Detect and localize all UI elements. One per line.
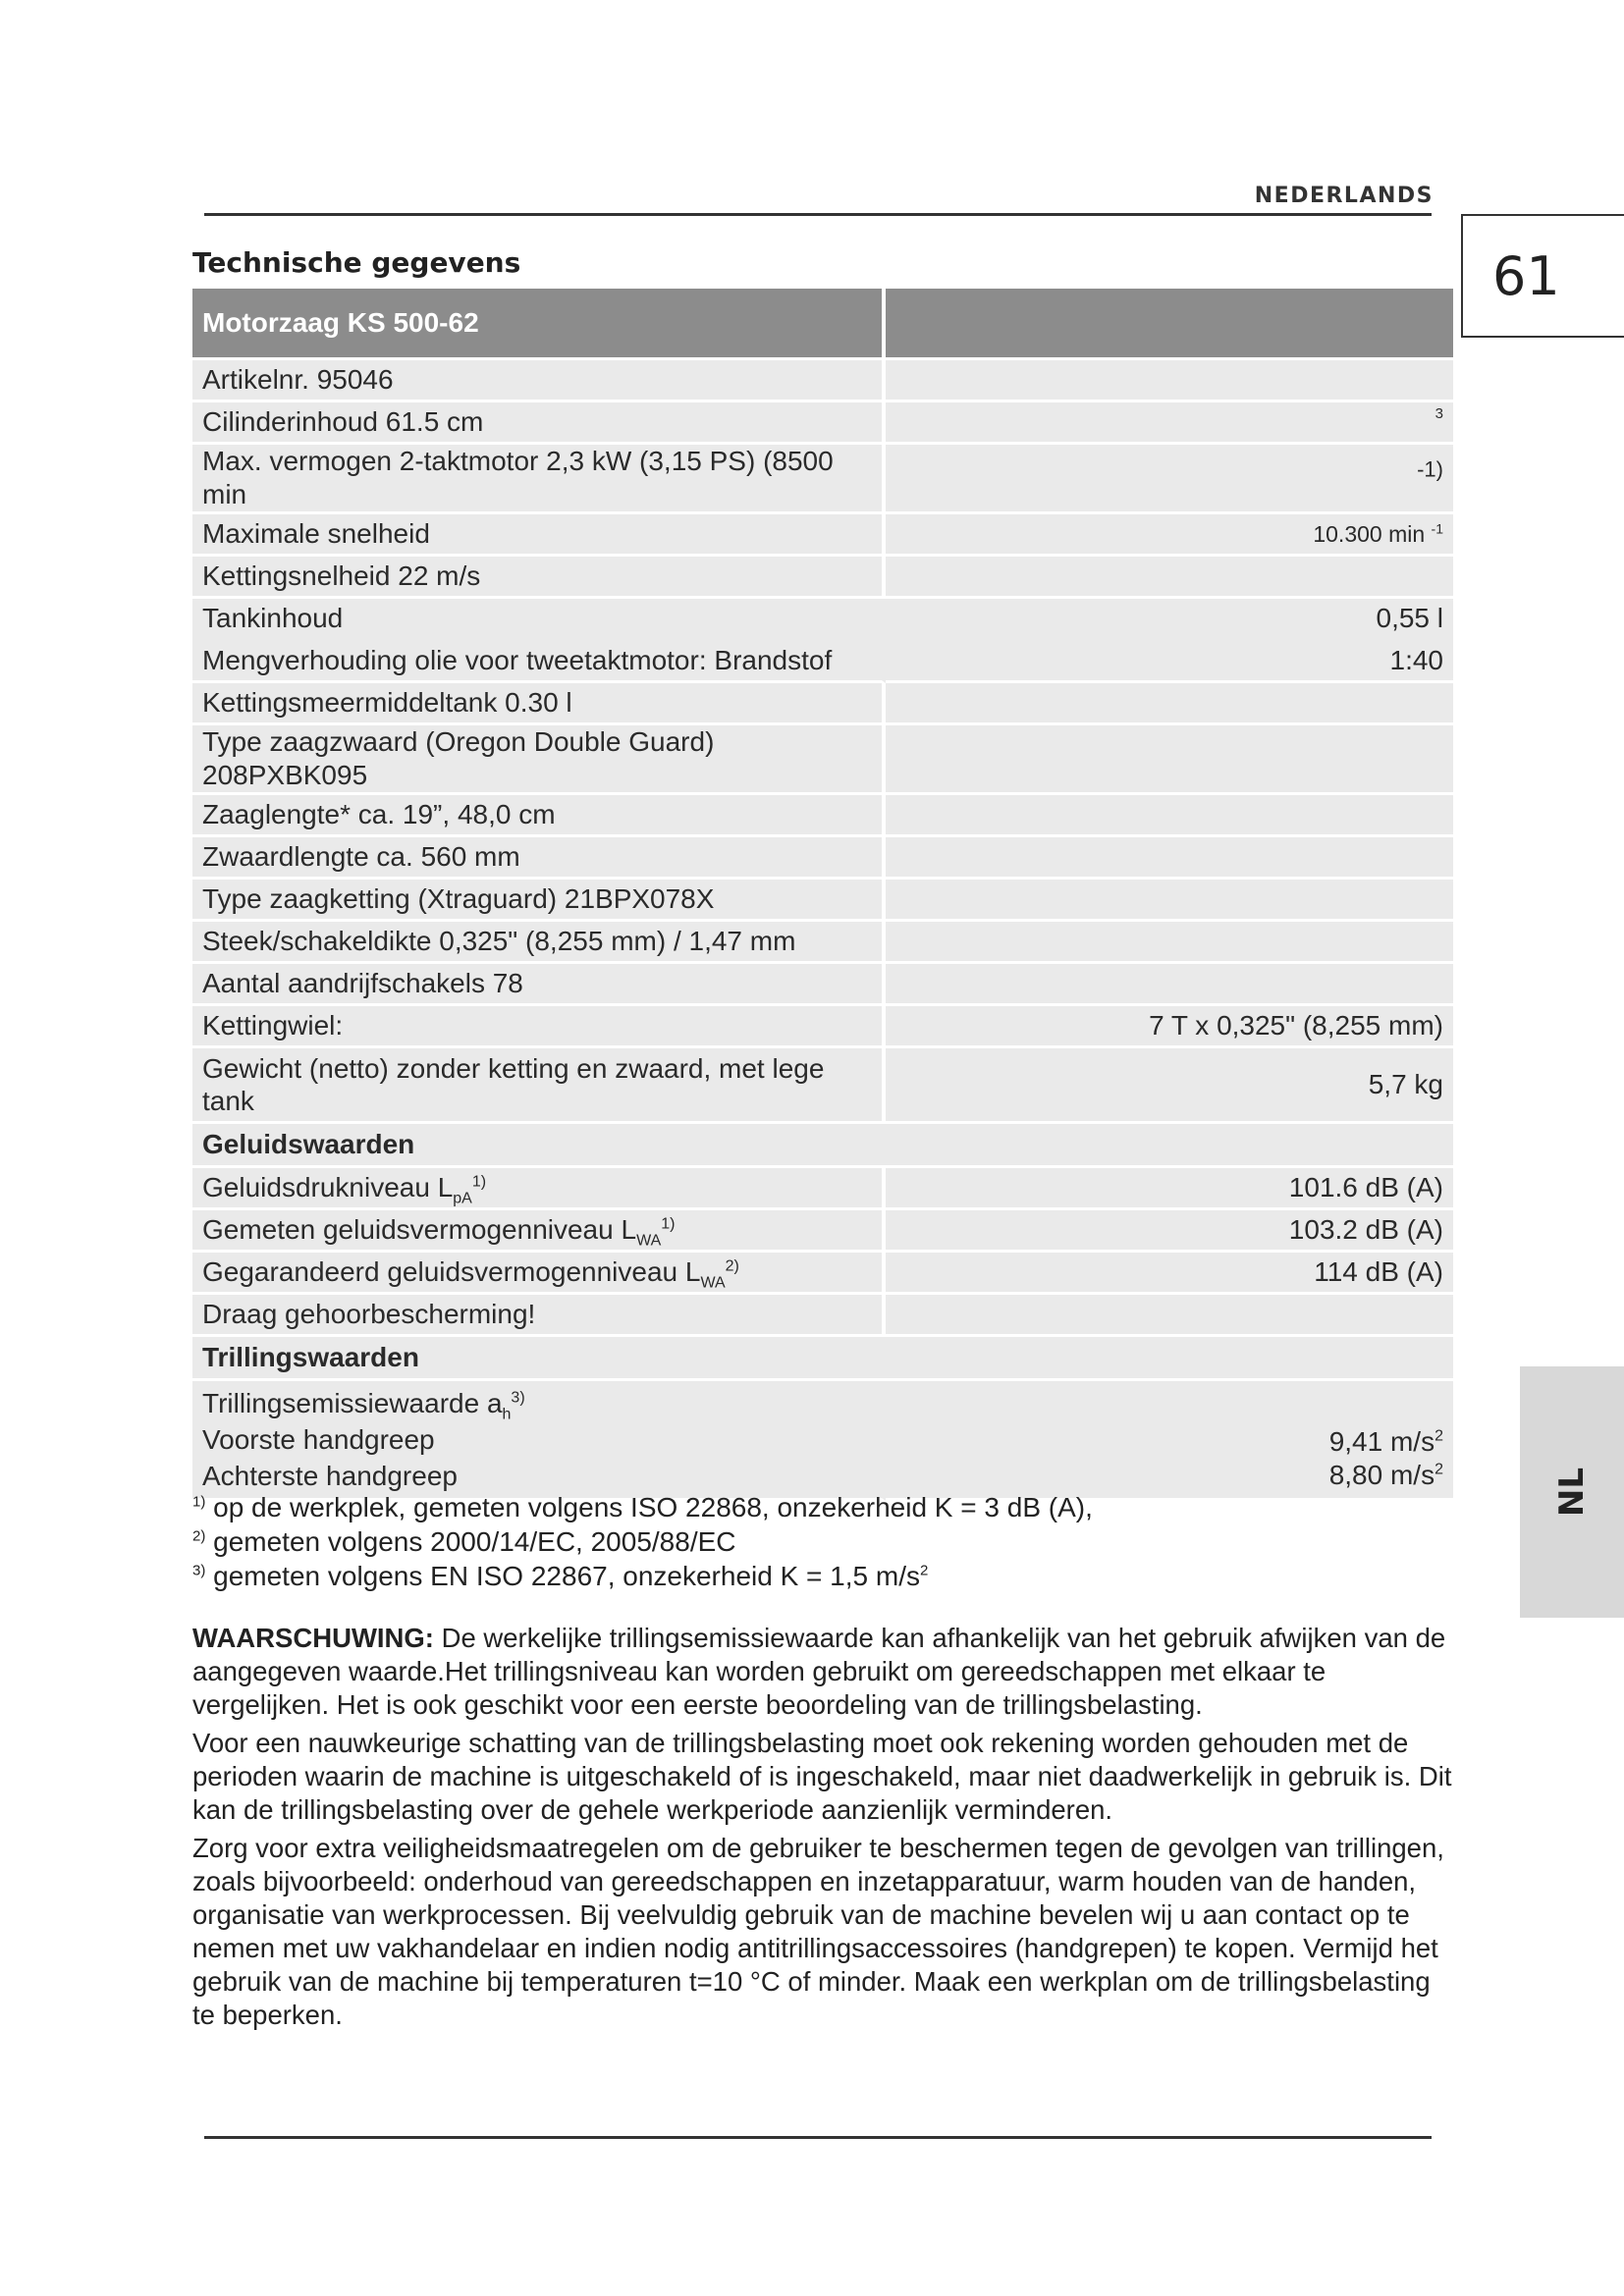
warning-text (192, 1622, 1459, 2037)
row-value (886, 880, 1453, 922)
row-label: Zaaglengte* ca. 19”, 48,0 cm (192, 795, 886, 837)
table-row (192, 641, 1453, 683)
row-label: Kettingwiel: (192, 1006, 886, 1048)
table-row (192, 557, 1453, 599)
row-value (886, 837, 1453, 880)
vibration-emission-label (202, 1385, 872, 1421)
table-header-label: Motorzaag KS 500-62 (192, 289, 886, 360)
footnote-text: op de werkplek, gemeten volgens ISO 22868, onzekerheid K = 3 dB (A), (213, 1492, 1093, 1522)
row-label: Tankinhoud (192, 599, 886, 641)
vibration-values (886, 1381, 1453, 1501)
warning-label: WAARSCHUWING: (192, 1623, 434, 1653)
row-value: 101.6 dB (A) (886, 1168, 1453, 1210)
row-label: Max. vermogen 2-taktmotor 2,3 kW (3,15 PS) (8500 min (192, 445, 886, 514)
row-label: Gewicht (netto) zonder ketting en zwaard, met lege tank (192, 1048, 886, 1124)
table-row (192, 1210, 1453, 1253)
table-row (192, 1295, 1453, 1337)
rear-handle-label: Achterste handgreep (202, 1461, 458, 1491)
table-row (192, 599, 1453, 641)
label-sub: WA (636, 1232, 662, 1250)
table-row (192, 1253, 1453, 1295)
label-sup: 1) (471, 1173, 487, 1191)
footnote-tail-sup: 2 (920, 1562, 929, 1579)
label-sub: pA (453, 1190, 472, 1207)
footnote (192, 1490, 1093, 1524)
table-row (192, 964, 1453, 1006)
row-value-sup: -1) (1417, 456, 1443, 482)
row-label (192, 1210, 886, 1253)
language-header: NEDERLANDS (1254, 184, 1434, 208)
spec-table (192, 289, 1453, 1501)
section-title: Technische gegevens (192, 246, 521, 279)
footnote-mark: 2) (192, 1527, 206, 1545)
row-value (886, 683, 1453, 725)
row-label: Type zaagzwaard (Oregon Double Guard) 208PXBK095 (192, 725, 886, 795)
label-sup: 3) (511, 1389, 525, 1407)
label-text: Trillingsemissiewaarde a (202, 1388, 503, 1418)
table-header-value (886, 289, 1453, 360)
table-row (192, 1168, 1453, 1210)
table-header-row (192, 289, 1453, 360)
row-value (886, 964, 1453, 1006)
row-label: Draag gehoorbescherming! (192, 1295, 886, 1337)
row-label: Kettingsnelheid 22 m/s (192, 557, 886, 599)
row-label (192, 1168, 886, 1210)
footnote (192, 1559, 1093, 1593)
row-value: 1:40 (886, 641, 1453, 683)
language-tab (1520, 1366, 1624, 1618)
footnotes (192, 1490, 1093, 1593)
row-label: Cilinderinhoud 61.5 cm (192, 402, 886, 445)
warning-body-1: De werkelijke trillingsemissiewaarde kan afhankelijk van het gebruik afwijken van de aangegeven waarde.Het trillingsniveau kan worden gebruikt om gereedschappen met elkaar te vergelijken. Het is ook geschikt voor een eerste beoordeling van de trillingsbelasting. (192, 1623, 1446, 1720)
footnote-text: gemeten volgens EN ISO 22867, onzekerheid K = 1,5 m/s (213, 1561, 920, 1591)
label-sub: h (502, 1406, 512, 1423)
row-value (886, 1295, 1453, 1337)
value-sup: 2 (1435, 1427, 1443, 1445)
value-text: 9,41 m/s (1328, 1426, 1435, 1457)
row-value (886, 402, 1453, 445)
table-row (192, 837, 1453, 880)
row-value: 5,7 kg (886, 1048, 1453, 1124)
vibration-section-title: Trillingswaarden (192, 1337, 1453, 1381)
section-row-vibration (192, 1337, 1453, 1381)
row-value (886, 795, 1453, 837)
page-number: 61 (1492, 244, 1560, 307)
warning-paragraph-1 (192, 1622, 1459, 1722)
row-value-sup: -1 (1431, 520, 1443, 537)
row-value (886, 514, 1453, 557)
row-label: Steek/schakeldikte 0,325" (8,255 mm) / 1,47 mm (192, 922, 886, 964)
bottom-rule (204, 2136, 1432, 2139)
page-number-box (1461, 214, 1624, 338)
row-value-sup: 3 (1435, 405, 1443, 422)
label-sup: 1) (661, 1215, 676, 1233)
table-row (192, 402, 1453, 445)
label-text: Geluidsdrukniveau L (202, 1172, 454, 1202)
row-value: 0,55 l (886, 599, 1453, 641)
language-tab-label: NL (1552, 1467, 1592, 1518)
value-text: 8,80 m/s (1328, 1460, 1435, 1490)
front-handle-value (895, 1425, 1443, 1459)
row-label: Maximale snelheid (192, 514, 886, 557)
row-value: 103.2 dB (A) (886, 1210, 1453, 1253)
footnote (192, 1524, 1093, 1559)
row-value (886, 922, 1453, 964)
label-sup: 2) (725, 1257, 739, 1275)
row-label: Mengverhouding olie voor tweetaktmotor: Brandstof (192, 641, 886, 683)
table-row (192, 445, 1453, 514)
rear-handle-value (895, 1459, 1443, 1492)
vibration-labels (192, 1381, 886, 1501)
label-sub: WA (700, 1274, 726, 1292)
top-rule (204, 213, 1432, 216)
footnote-mark: 3) (192, 1562, 206, 1579)
row-value-text: 10.300 min (1313, 521, 1426, 547)
table-row (192, 922, 1453, 964)
row-value: 7 T x 0,325" (8,255 mm) (886, 1006, 1453, 1048)
table-row (192, 880, 1453, 922)
label-text: Gegarandeerd geluidsvermogenniveau L (202, 1256, 701, 1287)
table-row (192, 360, 1453, 402)
front-handle-label: Voorste handgreep (202, 1424, 435, 1455)
row-label: Aantal aandrijfschakels 78 (192, 964, 886, 1006)
table-row (192, 725, 1453, 795)
footnote-text: gemeten volgens 2000/14/EC, 2005/88/EC (213, 1526, 736, 1557)
warning-paragraph-2: Voor een nauwkeurige schatting van de trillingsbelasting moet ook rekening worden gehouden met de perioden waarin de machine is uitgeschakeld of is ingeschakeld, maar niet daadwerkelijk in gebruik is. Dit kan de trillingsbelasting over de gehele werkperiode aanzienlijk verminderen. (192, 1728, 1452, 1825)
row-label: Type zaagketting (Xtraguard) 21BPX078X (192, 880, 886, 922)
table-row (192, 514, 1453, 557)
table-row-vibration (192, 1381, 1453, 1501)
row-label (192, 1253, 886, 1295)
row-value: 114 dB (A) (886, 1253, 1453, 1295)
label-text: Gemeten geluidsvermogenniveau L (202, 1214, 637, 1245)
table-row (192, 683, 1453, 725)
row-value (886, 360, 1453, 402)
table-row (192, 1006, 1453, 1048)
table-row (192, 795, 1453, 837)
row-value (886, 445, 1453, 514)
row-label: Artikelnr. 95046 (192, 360, 886, 402)
row-value (886, 557, 1453, 599)
row-label: Kettingsmeermiddeltank 0.30 l (192, 683, 886, 725)
row-value (886, 725, 1453, 795)
row-label: Zwaardlengte ca. 560 mm (192, 837, 886, 880)
warning-paragraph-3: Zorg voor extra veiligheidsmaatregelen om de gebruiker te beschermen tegen de gevolgen van trillingen, zoals bijvoorbeeld: onderhoud van gereedschappen en inzetapparatuur, warm houden van de handen, organisatie van werkprocessen. Bij veelvuldig gebruik van de machine bevelen wij u aan contact op te nemen met uw vakhandelaar en indien nodig antitrillingsaccessoires (handgrepen) te kopen. Vermijd het gebruik van de machine bij temperaturen t=10 °C of minder. Maak een werkplan om de trillingsbelasting te beperken. (192, 1833, 1444, 2030)
table-row (192, 1048, 1453, 1124)
section-row-sound (192, 1124, 1453, 1168)
sound-section-title: Geluidswaarden (192, 1124, 1453, 1168)
value-sup: 2 (1435, 1461, 1443, 1478)
footnote-mark: 1) (192, 1493, 206, 1511)
